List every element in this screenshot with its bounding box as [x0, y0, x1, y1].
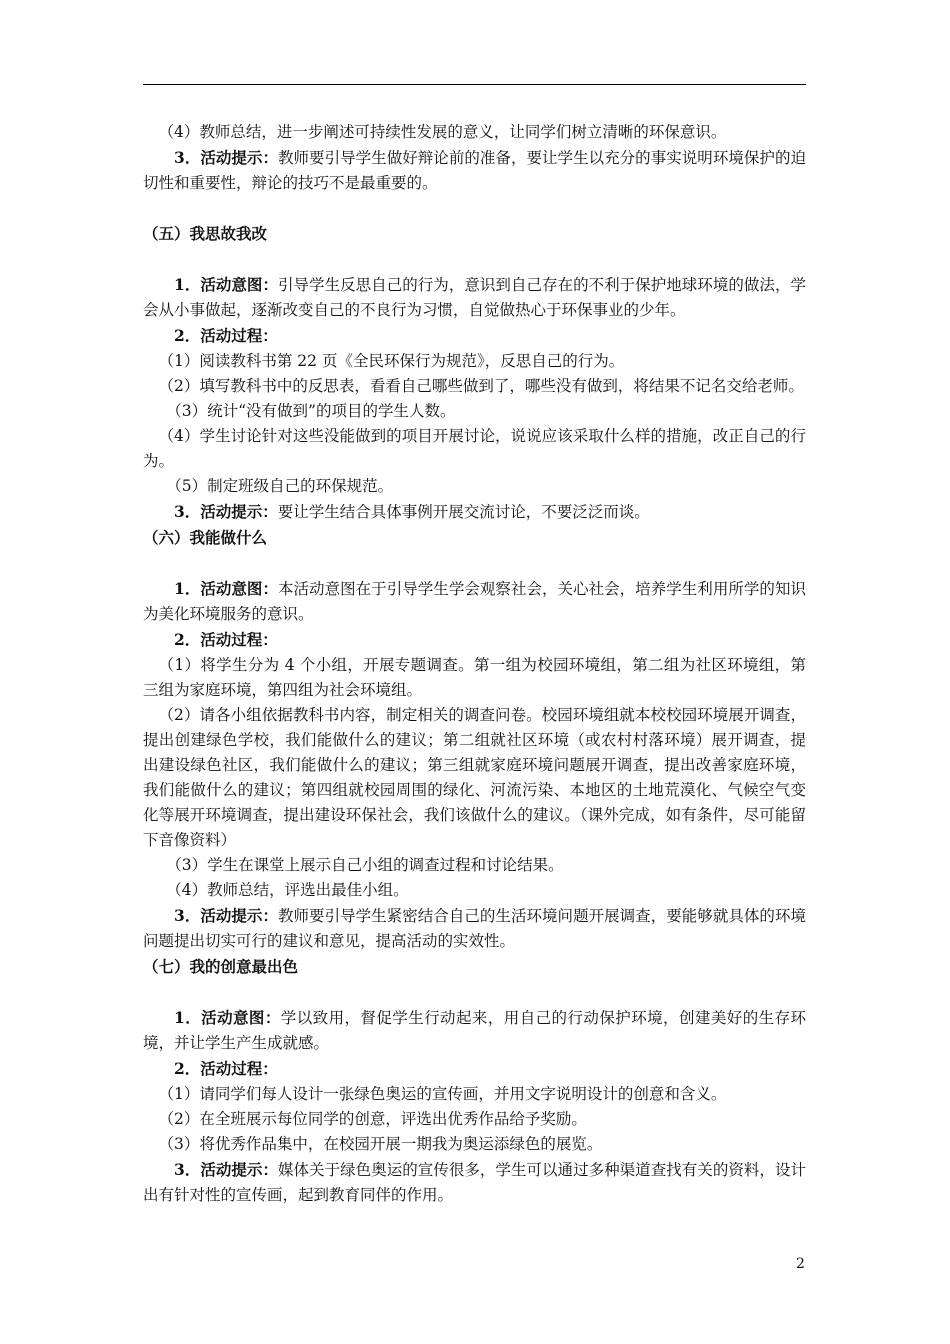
bold-label: 3．活动提示： [174, 502, 278, 521]
bold-label: （六）我能做什么 [143, 528, 268, 547]
text-run: 媒体关于绿色奥运的宣传很多，学生可以通过多种渠道查找有关的资料，设计出有针对性的宣传画，起到教育同伴的作用。 [143, 1161, 806, 1204]
text-run: 教师要引导学生紧密结合自己的生活环境问题开展调查，要能够就具体的环境问题提出切实可行的建议和意见，提高活动的实效性。 [143, 907, 806, 950]
document-body [143, 120, 806, 1208]
paragraph [143, 878, 806, 903]
bold-label: 3．活动提示： [174, 1160, 278, 1179]
section-heading [143, 221, 806, 247]
text-run: （2）请各小组依据教科书内容，制定相关的调查问卷。校园环境组就本校校园环境展开调查，提出创建绿色学校，我们能做什么的建议；第二组就社区环境（或农村村落环境）展开调查，提出建设绿色社区，我们能做什么的建议；第三组就家庭环境问题展开调查，提出改善家庭环境，我们能做什么的建议；第四组就校园周围的绿化、河流污染、本地区的土地荒漠化、气候空气变化等展开环境调查，提出建设环保社会，我们该做什么的建议。（课外完成，如有条件，尽可能留下音像资料） [143, 706, 806, 849]
paragraph [143, 499, 806, 525]
bold-label: （七）我的创意最出色 [143, 957, 299, 976]
text-run: （3）学生在课堂上展示自己小组的调查过程和讨论结果。 [166, 856, 564, 874]
bold-label: （五）我思故我改 [143, 224, 268, 243]
text-run: 本活动意图在于引导学生学会观察社会，关心社会，培养学生利用所学的知识为美化环境服务的意识。 [143, 580, 806, 623]
bold-label: 3．活动提示： [174, 906, 278, 925]
paragraph [143, 474, 806, 499]
paragraph [143, 653, 806, 703]
section-heading [143, 525, 806, 551]
paragraph [143, 120, 806, 145]
text-run: （4）教师总结，进一步阐述可持续性发展的意义，让同学们树立清晰的环保意识。 [158, 123, 727, 141]
text-run: （2）填写教科书中的反思表，看看自己哪些做到了，哪些没有做到，将结果不记名交给老师。 [158, 377, 804, 395]
text-run: （1）阅读教科书第 22 页《全民环保行为规范》，反思自己的行为。 [158, 352, 625, 370]
paragraph [143, 853, 806, 878]
paragraph [143, 627, 806, 653]
paragraph [143, 576, 806, 627]
paragraph [143, 424, 806, 474]
text-run: （5）制定班级自己的环保规范。 [166, 477, 394, 495]
paragraph [143, 703, 806, 853]
paragraph [143, 1157, 806, 1208]
text-run: （4）学生讨论针对这些没能做到的项目开展讨论，说说应该采取什么样的措施，改正自己的行为。 [143, 427, 806, 470]
paragraph [143, 323, 806, 349]
text-run: （4）教师总结，评选出最佳小组。 [166, 881, 409, 899]
paragraph [143, 145, 806, 196]
paragraph [143, 1107, 806, 1132]
bold-label: 2．活动过程： [174, 326, 278, 345]
text-run: 教师要引导学生做好辩论前的准备，要让学生以充分的事实说明环境保护的迫切性和重要性，辩论的技巧不是最重要的。 [143, 149, 806, 192]
text-run: （2）在全班展示每位同学的创意，评选出优秀作品给予奖励。 [158, 1110, 587, 1128]
paragraph [143, 1082, 806, 1107]
section-heading [143, 954, 806, 980]
text-run: 要让学生结合具体事例开展交流讨论，不要泛泛而谈。 [277, 503, 650, 521]
paragraph [143, 903, 806, 954]
paragraph [143, 272, 806, 323]
text-run: （3）统计“没有做到”的项目的学生人数。 [166, 402, 456, 420]
text-run: 学以致用，督促学生行动起来，用自己的行动保护环境，创建美好的生存环境，并让学生产生成就感。 [143, 1009, 806, 1052]
bold-label: 2．活动过程： [174, 1059, 278, 1078]
paragraph [143, 349, 806, 374]
page-number: 2 [796, 1256, 805, 1272]
bold-label: 2．活动过程： [174, 630, 278, 649]
bold-label: 1．活动意图： [174, 1008, 281, 1027]
paragraph [143, 1005, 806, 1056]
text-run: （3）将优秀作品集中，在校园开展一期我为奥运添绿色的展览。 [158, 1135, 603, 1153]
paragraph [143, 1056, 806, 1082]
text-run: （1）将学生分为 4 个小组，开展专题调查。第一组为校园环境组，第二组为社区环境组，第三组为家庭环境，第四组为社会环境组。 [143, 656, 806, 699]
header-rule [143, 84, 806, 85]
paragraph [143, 374, 806, 399]
text-run: 引导学生反思自己的行为，意识到自己存在的不利于保护地球环境的做法，学会从小事做起，逐渐改变自己的不良行为习惯，自觉做热心于环保事业的少年。 [143, 276, 806, 319]
bold-label: 1．活动意图： [174, 275, 278, 294]
paragraph [143, 1132, 806, 1157]
bold-label: 3．活动提示： [174, 148, 278, 167]
bold-label: 1．活动意图： [174, 579, 278, 598]
text-run: （1）请同学们每人设计一张绿色奥运的宣传画，并用文字说明设计的创意和含义。 [158, 1085, 727, 1103]
paragraph [143, 399, 806, 424]
